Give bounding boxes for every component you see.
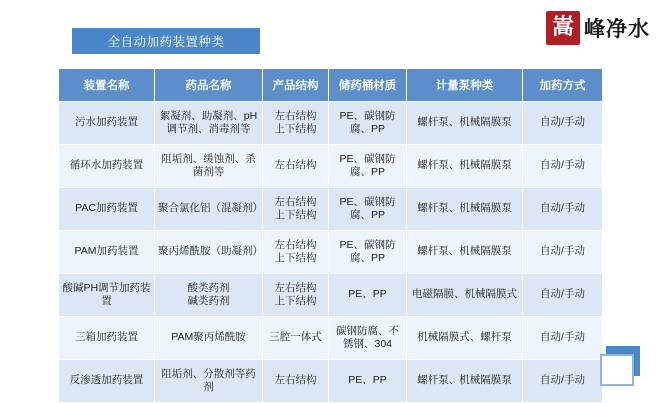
table-cell: 酸碱PH调节加药装置 <box>59 274 155 317</box>
table-cell: 左右结构 <box>263 145 329 188</box>
table-header-cell: 加药方式 <box>523 69 603 102</box>
table-cell: 聚丙烯酰胺（助凝剂） <box>155 231 263 274</box>
table-cell: PE、碳钢防腐、PP <box>329 231 407 274</box>
table-header-cell: 装置名称 <box>59 69 155 102</box>
table-cell: 碳钢防腐、不锈钢、304 <box>329 317 407 360</box>
table-cell: 三腔一体式 <box>263 317 329 360</box>
table-header-cell: 产品结构 <box>263 69 329 102</box>
table-cell: PE、碳钢防腐、PP <box>329 102 407 145</box>
table-cell: 左右结构 上下结构 <box>263 102 329 145</box>
logo-mark: 嵩 <box>546 11 580 45</box>
table-row <box>59 317 603 360</box>
table-body <box>59 102 603 403</box>
table-header-cell: 药品名称 <box>155 69 263 102</box>
table-cell: 聚合氯化铝（混凝剂） <box>155 188 263 231</box>
table-row <box>59 188 603 231</box>
table-cell: PE、PP <box>329 274 407 317</box>
table-cell: 电磁隔膜、机械隔膜式 <box>407 274 523 317</box>
table-cell: 螺杆泵、机械隔膜泵 <box>407 360 523 403</box>
table-row <box>59 274 603 317</box>
table-cell: 自动/手动 <box>523 317 603 360</box>
table-row <box>59 360 603 403</box>
table-cell: PAC加药装置 <box>59 188 155 231</box>
table-cell: 自动/手动 <box>523 231 603 274</box>
table-cell: 左右结构 上下结构 <box>263 231 329 274</box>
table-cell: 左右结构 上下结构 <box>263 188 329 231</box>
table-cell: 螺杆泵、机械隔膜泵 <box>407 102 523 145</box>
table-header-row <box>59 69 603 102</box>
table-header-cell: 储药桶材质 <box>329 69 407 102</box>
table-cell: 自动/手动 <box>523 274 603 317</box>
table-cell: 左右结构 <box>263 360 329 403</box>
table-cell: PE、碳钢防腐、PP <box>329 145 407 188</box>
table-row <box>59 145 603 188</box>
table-cell: 三箱加药装置 <box>59 317 155 360</box>
table-cell: 机械隔膜式、螺杆泵 <box>407 317 523 360</box>
table-cell: 反渗透加药装置 <box>59 360 155 403</box>
table-row <box>59 102 603 145</box>
table-cell: 循环水加药装置 <box>59 145 155 188</box>
company-logo <box>546 8 650 48</box>
decorative-squares <box>600 346 644 386</box>
table-cell: 螺杆泵、机械隔膜泵 <box>407 188 523 231</box>
table-cell: 阻垢剂、缓蚀剂、杀菌剂等 <box>155 145 263 188</box>
table-cell: 螺杆泵、机械隔膜泵 <box>407 145 523 188</box>
table-cell: 阻垢剂、分散剂等药剂 <box>155 360 263 403</box>
table-cell: PAM聚丙烯酰胺 <box>155 317 263 360</box>
logo-text: 峰净水 <box>584 17 650 41</box>
decorative-square-front <box>600 354 634 386</box>
page-title: 全自动加药装置种类 <box>72 28 260 54</box>
table-cell: 自动/手动 <box>523 145 603 188</box>
table-cell: 酸类药剂 碱类药剂 <box>155 274 263 317</box>
table-cell: 螺杆泵、机械隔膜泵 <box>407 231 523 274</box>
table-cell: 自动/手动 <box>523 102 603 145</box>
table-cell: 自动/手动 <box>523 360 603 403</box>
table-cell: PE、PP <box>329 360 407 403</box>
table-cell: 自动/手动 <box>523 188 603 231</box>
device-types-table <box>58 68 603 403</box>
table-cell: PAM加药装置 <box>59 231 155 274</box>
table-header-cell: 计量泵种类 <box>407 69 523 102</box>
table-cell: 絮凝剂、助凝剂、pH调节剂、消毒剂等 <box>155 102 263 145</box>
table-cell: 污水加药装置 <box>59 102 155 145</box>
table-row <box>59 231 603 274</box>
table-cell: 左右结构 上下结构 <box>263 274 329 317</box>
table-cell: PE、碳钢防腐、PP <box>329 188 407 231</box>
